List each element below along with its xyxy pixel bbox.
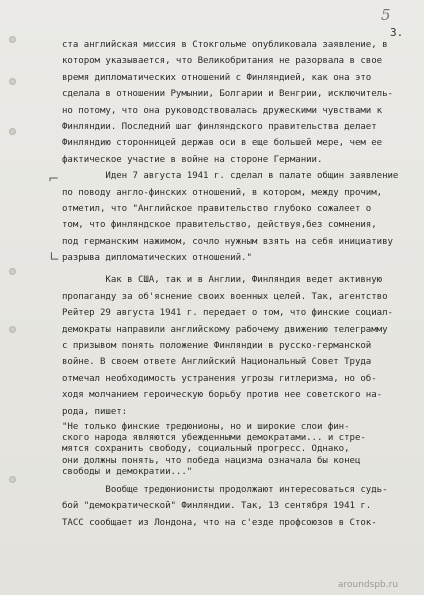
binding-hole [9, 268, 16, 275]
text-line: отметил, что "Английское правительство глубоко сожалеет о [62, 203, 372, 214]
text-line: Иден 7 августа 1941 г. сделал в палате общин заявление [62, 171, 399, 182]
text-line: под германским нажимом, сочло нужным взять на себя инициативу [62, 236, 393, 247]
text-line: отмечал необходимость устранения угрозы гитлеризма, но об- [62, 373, 377, 384]
text-line: Финляндию сторонницей держав оси в еще большей мере, чем ее [62, 138, 383, 149]
text-line: рода, пишет: [62, 406, 128, 417]
paragraph [62, 482, 402, 531]
text-line: фактическое участие в войне на стороне Германии. [62, 154, 323, 165]
text-line: они должны понять, что победа нацизма означала бы конец [62, 455, 361, 466]
margin-bracket-mark: ⌐ [48, 172, 59, 187]
paragraph [62, 168, 402, 266]
text-line: Вообще тредюнионисты продолжают интересоваться судь- [62, 484, 388, 495]
paragraph [62, 37, 402, 168]
binding-hole [9, 36, 16, 43]
text-line: мятся сохранить свободу, социальный прогресс. Однако, [62, 444, 350, 455]
text-line: с призывом понять положение Финляндии в русско-германской [62, 341, 372, 352]
text-line: войне. В своем ответе Английский Национальный Совет Труда [62, 357, 372, 368]
text-line: бой "демократической" Финляндии. Так, 13 сентября 1941 г. [62, 501, 372, 512]
binding-hole [9, 476, 16, 483]
paragraph [62, 272, 402, 420]
text-line: демократы направили английскому рабочему движению телеграмму [62, 324, 388, 335]
text-line: разрыва дипломатических отношений." [62, 253, 252, 264]
binding-hole [9, 326, 16, 333]
text-line: котором указывается, что Великобритания не разорвала в свое [62, 56, 383, 67]
text-line: ходя молчанием героическую борьбу против нее советского на- [62, 390, 383, 401]
text-line: время дипломатических отношений с Финляндией, как она это [62, 72, 372, 83]
text-line: Рейтер 29 августа 1941 г. передает о том, что финские социал- [62, 308, 393, 319]
text-line: Финляндии. Последний шаг финляндского правительства делает [62, 121, 377, 132]
text-line: том, что финляндское правительство, действуя,без сомнения, [62, 220, 377, 231]
binding-hole [9, 128, 16, 135]
text-line: сделала в отношении Румынии, Болгарии и Венгрии, исключитель- [62, 89, 393, 100]
typed-text-body [62, 37, 402, 531]
text-line: ста английская миссия в Стокгольме опубликовала заявление, в [62, 40, 388, 50]
text-line: пропаганду за об'яснение своих военных целей. Так, агентство [62, 291, 388, 302]
margin-bracket-mark: ∟ [49, 250, 60, 265]
text-line: свободы и демократии..." [62, 466, 193, 477]
text-line: по поводу англо-финских отношений, в котором, между прочим, [62, 187, 383, 198]
watermark: aroundspb.ru [338, 580, 399, 590]
text-line: но потому, что она руководствовалась дружескими чувствами к [62, 105, 383, 116]
handwritten-page-number: 5 [381, 6, 391, 24]
binding-hole [9, 78, 16, 85]
text-line: ТАСС сообщает из Лондона, что на с'езде профсоюзов в Сток- [62, 517, 377, 528]
binding-holes [9, 0, 17, 595]
text-line: "Не только финские тредюнионы, но и широкие слои фин- [62, 421, 350, 432]
text-line: ского народа являются убежденными демократами... и стре- [62, 433, 366, 444]
quotation-block [62, 422, 402, 478]
page-number: 3. [390, 26, 404, 39]
text-line: Как в США, так и в Англии, Финляндия ведет активную [62, 275, 383, 286]
